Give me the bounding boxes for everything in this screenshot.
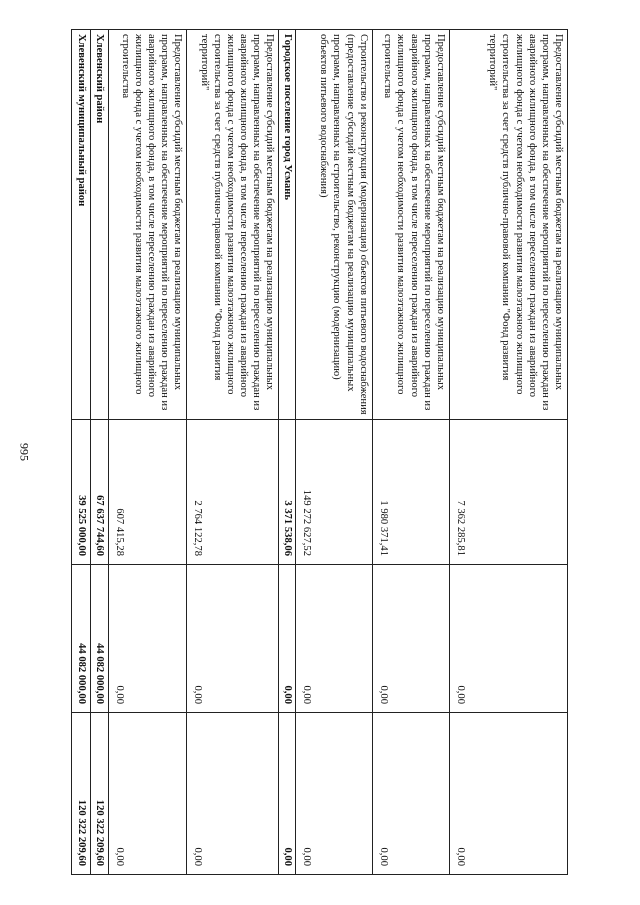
row-value-2: 0,00 bbox=[295, 565, 372, 713]
row-value-2: 0,00 bbox=[372, 565, 449, 713]
row-value-3: 120 322 209,60 bbox=[91, 713, 109, 875]
row-value-1: 607 415,28 bbox=[109, 420, 187, 565]
row-value-2: 0,00 bbox=[449, 565, 567, 713]
row-value-3: 0,00 bbox=[449, 713, 567, 875]
row-value-1: 2 764 122,78 bbox=[187, 420, 279, 565]
row-value-3: 0,00 bbox=[295, 713, 372, 875]
row-name: Городское поселение город Усмань bbox=[279, 30, 295, 420]
row-name: Предоставление субсидий местным бюджетам на реализацию муниципальных программ, направленных на обеспечение мероприятий по переселению граждан из аварийного жилищного фонда, в том числе переселению граждан из аварийного жилищного фонда с учетом необходимости развития малоэтажного жилищного строительства за счет средств публично-правовой компании "Фонд развития территорий" bbox=[449, 30, 567, 420]
row-name: Хлевенский район bbox=[91, 30, 109, 420]
row-value-3: 0,00 bbox=[109, 713, 187, 875]
row-value-1: 7 362 285,81 bbox=[449, 420, 567, 565]
row-name: Строительство и реконструкция (модернизация) объектов питьевого водоснабжения (предоставление субсидий местным бюджетам на реализацию муниципальных программ, направленных на строительство, реконструкцию (модернизацию) объектов питьевого водоснабжения) bbox=[295, 30, 372, 420]
row-value-3: 0,00 bbox=[372, 713, 449, 875]
table-row bbox=[279, 30, 295, 875]
row-name: Предоставление субсидий местным бюджетам на реализацию муниципальных программ, направленных на обеспечение мероприятий по переселению граждан из аварийного жилищного фонда, в том числе переселению граждан из аварийного жилищного фонда с учетом необходимости развития малоэтажного жилищного строительства bbox=[372, 30, 449, 420]
row-value-1: 67 637 744,60 bbox=[91, 420, 109, 565]
row-name: Предоставление субсидий местным бюджетам на реализацию муниципальных программ, направленных на обеспечение мероприятий по переселению граждан из аварийного жилищного фонда, в том числе переселению граждан из аварийного жилищного фонда с учетом необходимости развития малоэтажного жилищного строительства bbox=[109, 30, 187, 420]
row-value-1: 1 980 371,41 bbox=[372, 420, 449, 565]
row-value-1: 3 371 538,06 bbox=[279, 420, 295, 565]
row-value-1: 39 525 000,00 bbox=[72, 420, 91, 565]
row-value-2: 0,00 bbox=[279, 565, 295, 713]
row-value-3: 120 322 209,60 bbox=[72, 713, 91, 875]
row-value-3: 0,00 bbox=[187, 713, 279, 875]
row-value-3: 0,00 bbox=[279, 713, 295, 875]
row-value-2: 44 082 000,00 bbox=[91, 565, 109, 713]
row-value-2: 0,00 bbox=[187, 565, 279, 713]
row-name: Предоставление субсидий местным бюджетам на реализацию муниципальных программ, направленных на обеспечение мероприятий по переселению граждан из аварийного жилищного фонда, в том числе переселению граждан из аварийного жилищного фонда с учетом необходимости развития малоэтажного жилищного строительства за счет средств публично-правовой компании "Фонд развития территорий" bbox=[187, 30, 279, 420]
table-row bbox=[372, 30, 449, 875]
table-row bbox=[295, 30, 372, 875]
table-row bbox=[72, 30, 91, 875]
row-value-1: 149 272 627,52 bbox=[295, 420, 372, 565]
rotated-page-content bbox=[71, 29, 568, 874]
budget-table bbox=[71, 29, 568, 875]
page-number: 995 bbox=[17, 443, 32, 461]
table-row bbox=[109, 30, 187, 875]
table-row bbox=[187, 30, 279, 875]
table-row bbox=[91, 30, 109, 875]
row-value-2: 0,00 bbox=[109, 565, 187, 713]
table-row bbox=[449, 30, 567, 875]
row-name: Хлевенский муниципальный район bbox=[72, 30, 91, 420]
row-value-2: 44 082 000,00 bbox=[72, 565, 91, 713]
